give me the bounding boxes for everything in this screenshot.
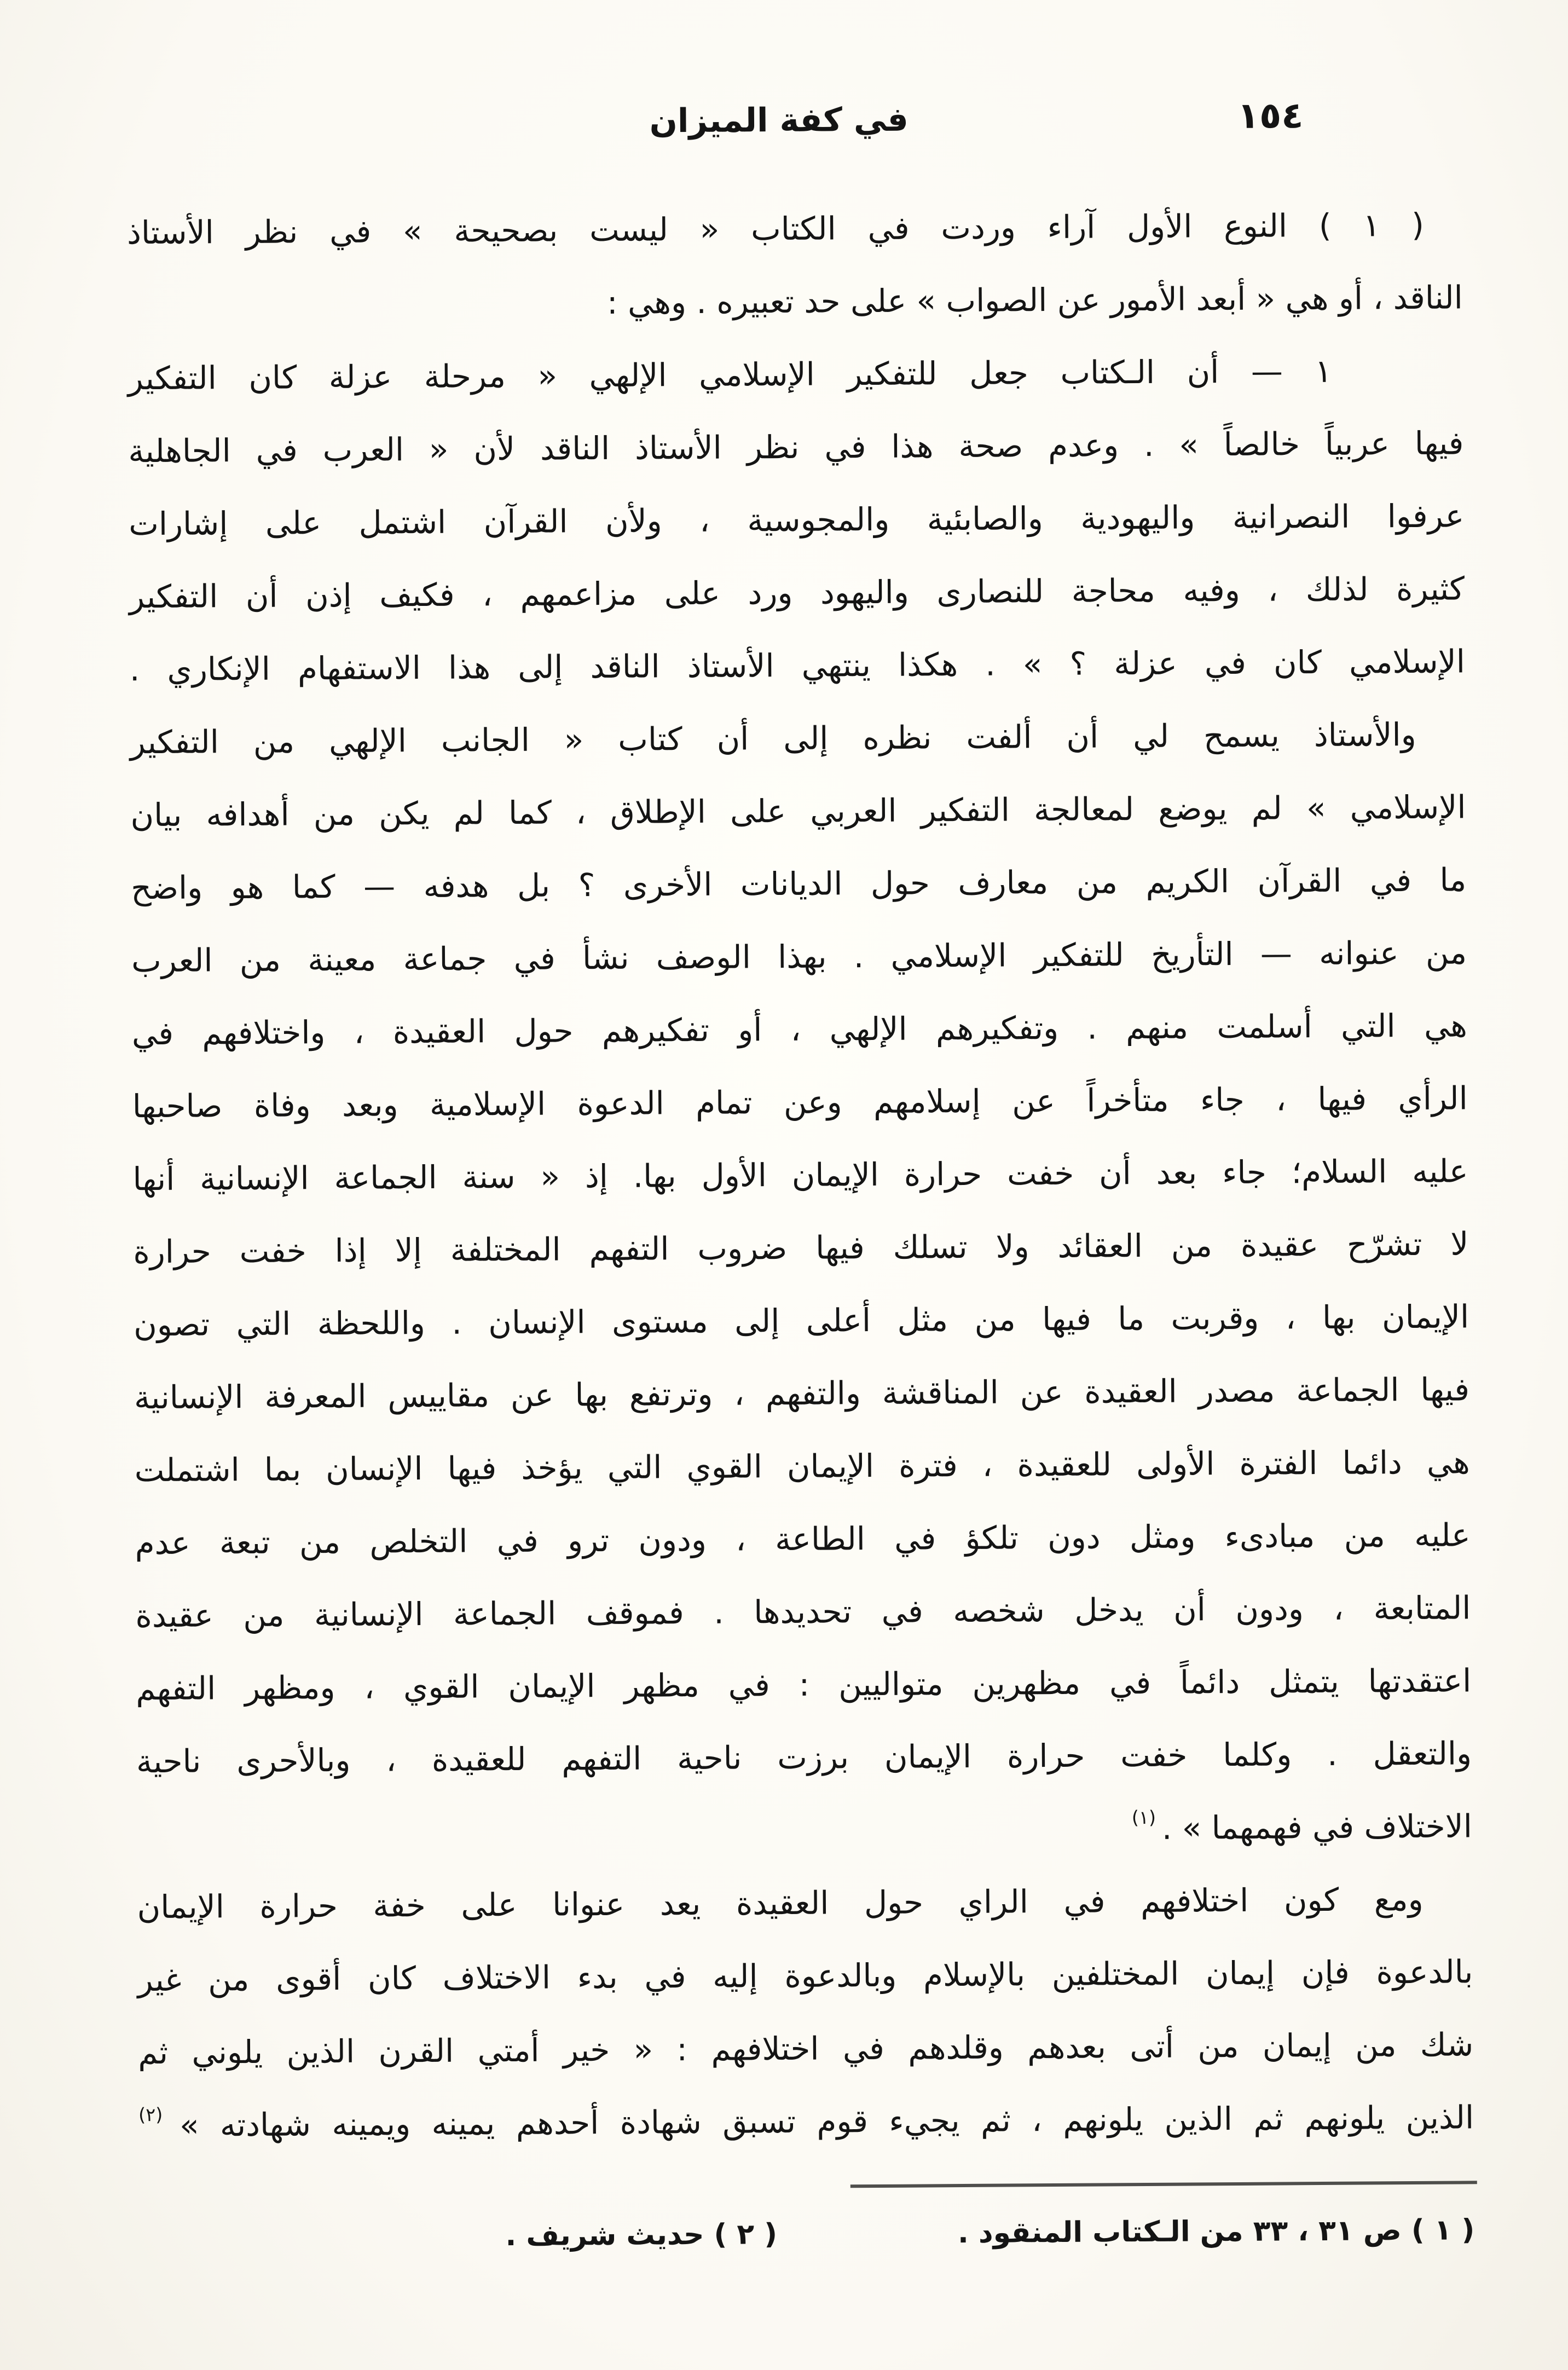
- footnote-ref: (٢): [138, 2103, 180, 2126]
- text-line-content: الناقد ، أو هي « أبعد الأمور عن الصواب » على حد تعبيره . وهي :: [606, 279, 1463, 321]
- text-line: [127, 261, 1463, 342]
- text-line-content: شك من إيمان من أتى بعدهم وقلدهم في اختلافهم : « خير أمتي القرن الذين يلوني ثم: [138, 2026, 1474, 2072]
- text-line-content: الرأي فيها ، جاء متأخراً عن إسلامهم وعن تمام الدعوة الإسلامية وبعد وفاة صاحبها: [132, 1079, 1468, 1125]
- text-line: [134, 1426, 1470, 1507]
- text-line: [137, 1935, 1473, 2016]
- text-line: [136, 1717, 1472, 1798]
- text-line: [132, 1135, 1468, 1216]
- text-line: [136, 1644, 1472, 1725]
- text-line-content: لا تشرّح عقيدة من العقائد ولا تسلك فيها ضروب التفهم المختلفة إلا إذا خفت حرارة: [133, 1225, 1469, 1271]
- text-line: [129, 479, 1465, 560]
- text-line: [127, 188, 1463, 269]
- text-line: [134, 1280, 1469, 1361]
- footnote-separator: [850, 2181, 1477, 2188]
- text-line: [129, 552, 1465, 633]
- text-line: [134, 1353, 1470, 1434]
- text-line-content: والأستاذ يسمح لي أن ألفت نظره إلى أن كتاب « الجانب الإلهي من التفكير: [130, 715, 1416, 761]
- text-line-content: فيها الجماعة مصدر العقيدة عن المناقشة والتفهم ، وترتفع بها عن مقاييس المعرفة الإنسانية: [134, 1371, 1470, 1417]
- text-line: [130, 698, 1466, 779]
- text-line: [131, 843, 1467, 924]
- text-line-content: هي التي أسلمت منهم . وتفكيرهم الإلهي ، أو تفكيرهم حول العقيدة ، واختلافهم في: [131, 1007, 1468, 1053]
- text-line: [129, 625, 1465, 706]
- text-line: [130, 771, 1466, 852]
- text-line: [132, 1062, 1468, 1143]
- text-line: [135, 1571, 1471, 1652]
- text-line-content: الإسلامي » لم يوضع لمعالجة التفكير العربي على الإطلاق ، كما لم يكن من أهدافه بيان: [130, 788, 1466, 834]
- text-line: [136, 1790, 1472, 1871]
- text-line-content: الإيمان بها ، وقربت ما فيها من مثل أعلى إلى مستوى الإنسان . واللحظة التي تصون: [133, 1298, 1469, 1344]
- text-line-content: الإسلامي كان في عزلة ؟ » . هكذا ينتهي الأستاذ الناقد إلى هذا الاستفهام الإنكاري .: [129, 643, 1466, 689]
- text-line: [133, 1207, 1469, 1288]
- text-line-content: هي دائما الفترة الأولى للعقيدة ، فترة الإيمان القوي التي يؤخذ فيها الإنسان بما اشتملت: [134, 1443, 1470, 1489]
- footnote-ref: (١): [1131, 1806, 1162, 1829]
- text-line-content: بالدعوة فإن إيمان المختلفين بالإسلام وبالدعوة إليه في بدء الاختلاف كان أقوى من غير: [137, 1953, 1473, 1999]
- text-line-content: عليه من مبادىء ومثل دون تلكؤ في الطاعة ، ودون ترو في التخلص من تبعة عدم: [135, 1516, 1471, 1562]
- text-line-content: ما في القرآن الكريم من معارف حول الديانات الأخرى ؟ بل هدفه — كما هو واضح: [131, 861, 1467, 907]
- text-line-content: ومع كون اختلافهم في الراي حول العقيدة يعد عنوانا على خفة حرارة الإيمان: [137, 1880, 1424, 1926]
- text-line: [128, 334, 1463, 415]
- text-line-content: عرفوا النصرانية واليهودية والصابئية والمجوسية ، ولأن القرآن اشتمل على إشارات: [129, 497, 1465, 543]
- text-line: [138, 2008, 1474, 2089]
- text-line-content: والتعقل . وكلما خفت حرارة الإيمان برزت ناحية التفهم للعقيدة ، وبالأحرى ناحية: [136, 1735, 1472, 1781]
- text-line: [135, 1499, 1471, 1580]
- text-line-content: عليه السلام؛ جاء بعد أن خفت حرارة الإيمان الأول بها. إذ « سنة الجماعة الإنسانية أنها: [132, 1152, 1468, 1198]
- text-line: [132, 989, 1468, 1070]
- text-line-content: الاختلاف في فهمهما » .: [1161, 1807, 1473, 1847]
- running-title: في كفة الميزان: [649, 100, 909, 141]
- text-line-content: ١ — أن الـكتاب جعل للتفكير الإسلامي الإلهي « مرحلة عزلة كان التفكير: [128, 352, 1332, 397]
- text-line-content: اعتقدتها يتمثل دائماً في مظهرين متواليين : في مظهر الإيمان القوي ، ومظهر التفهم: [136, 1662, 1472, 1708]
- text-line: [128, 407, 1464, 488]
- footnote-item: ( ١ ) ص ٣١ ، ٣٣ من الـكتاب المنقود .: [957, 2213, 1475, 2250]
- text-line-content: فيها عربياً خالصاً » . وعدم صحة هذا في نظر الأستاذ الناقد لأن « العرب في الجاهلية: [128, 424, 1464, 470]
- text-line-content: من عنوانه — التأريخ للتفكير الإسلامي . بهذا الوصف نشأ في جماعة معينة من العرب: [131, 934, 1467, 980]
- text-line: [137, 1863, 1473, 1944]
- text-line: [131, 916, 1467, 997]
- body-text: [127, 188, 1474, 2162]
- page-number: ١٥٤: [1237, 94, 1304, 137]
- text-line-content: ( ١ ) النوع الأول آراء وردت في الكتاب « ليست بصحيحة » في نظر الأستاذ: [126, 206, 1425, 252]
- footnotes: [139, 2213, 1474, 2255]
- text-line-content: المتابعة ، ودون أن يدخل شخصه في تحديدها . فموقف الجماعة الإنسانية من عقيدة: [135, 1589, 1471, 1635]
- text-line-content: كثيرة لذلك ، وفيه محاجة للنصارى واليهود ورد على مزاعمهم ، فكيف إذن أن التفكير: [129, 570, 1465, 616]
- text-line-content: الذين يلونهم ثم الذين يلونهم ، ثم يجيء قوم تسبق شهادة أحدهم يمينه ويمينه شهادته »: [179, 2099, 1474, 2144]
- footnote-item: ( ٢ ) حديث شريف .: [505, 2218, 778, 2253]
- text-line: [138, 2081, 1474, 2162]
